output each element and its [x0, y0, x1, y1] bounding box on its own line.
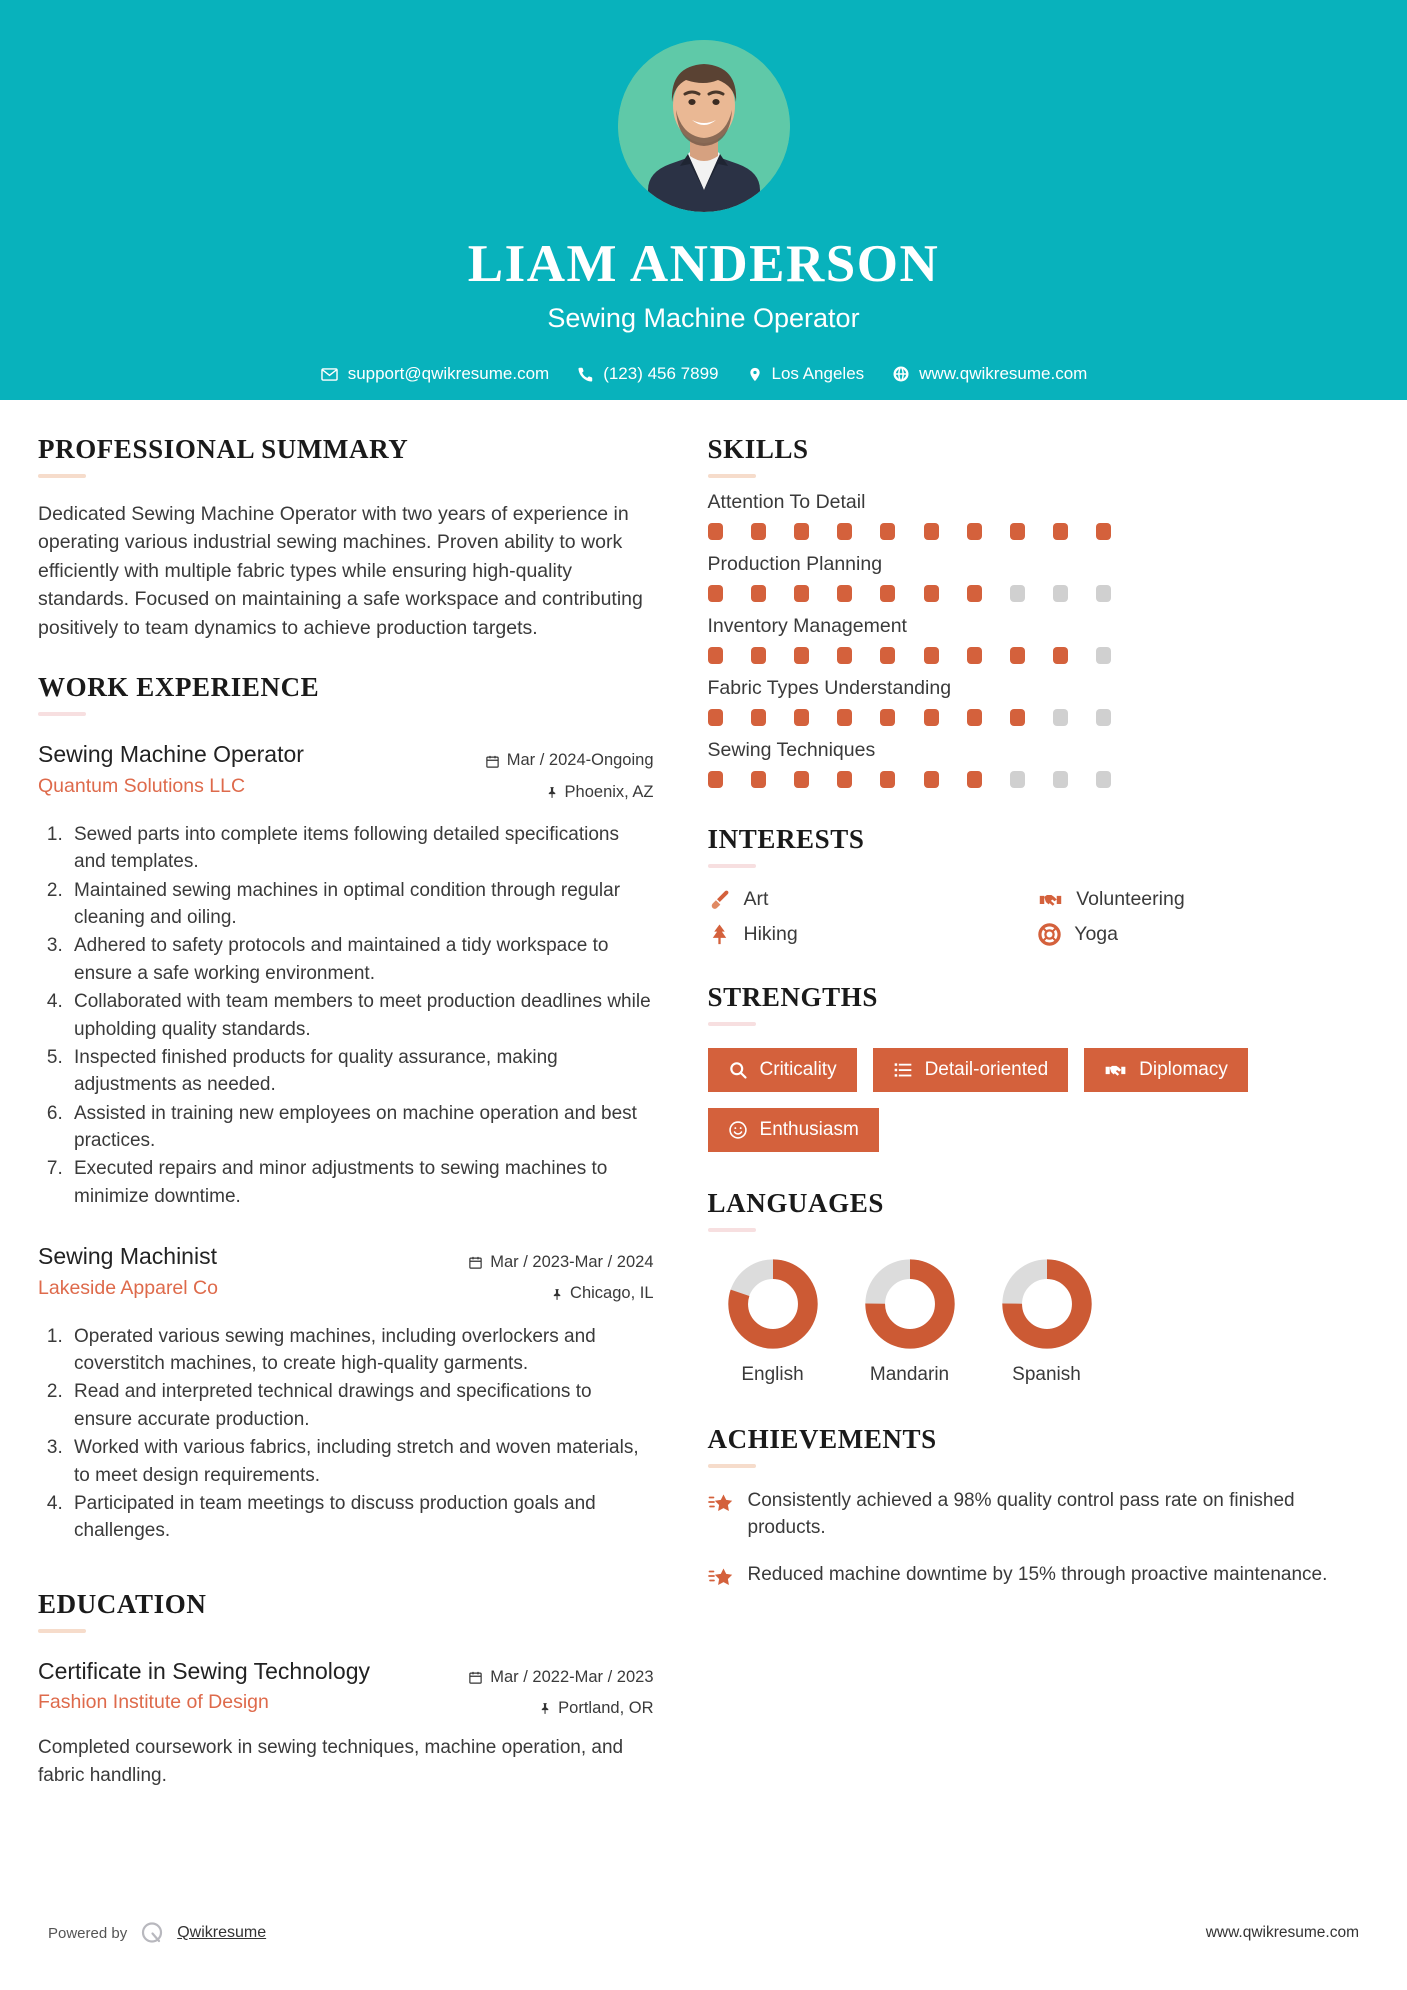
summary-text: Dedicated Sewing Machine Operator with two years of experience in operating various industrial sewing machines. Proven ability to work efficiently with multiple fabric types while ensuring high-quality standards. Focused on maintaining a safe workspace and contributing positively to team dynamics to achieve production targets. — [38, 503, 643, 639]
work-entry — [38, 1242, 654, 1545]
strength-label: Criticality — [759, 1059, 837, 1080]
calendar-icon — [468, 1670, 483, 1685]
strength-chip-criticality[interactable] — [708, 1048, 857, 1092]
skill-dot-empty — [1053, 585, 1068, 602]
skill-dot-filled — [1053, 647, 1068, 664]
achievement-text: Consistently achieved a 98% quality control pass rate on finished products. — [747, 1490, 1295, 1538]
contact-location-label: Los Angeles — [771, 364, 865, 383]
contact-email-label: support@qwikresume.com — [347, 364, 550, 383]
skill-item — [708, 491, 1369, 540]
section-achievements — [708, 1424, 1369, 1591]
mail-icon — [320, 365, 339, 384]
skill-dot-filled — [967, 709, 982, 726]
strength-label: Detail-oriented — [924, 1059, 1049, 1080]
job-bullet: 3. Adhered to safety protocols and maintained a tidy workspace to ensure a safe working environment. — [68, 932, 654, 987]
languages-list — [708, 1258, 1112, 1386]
section-work-experience — [38, 672, 654, 1544]
language-label: Mandarin — [869, 1364, 950, 1385]
skill-label: Inventory Management — [707, 615, 907, 637]
user-photo-icon — [618, 40, 790, 212]
section-rule — [38, 474, 86, 478]
skill-dot-filled — [880, 771, 895, 788]
candidate-job-title: Sewing Machine Operator — [547, 303, 860, 333]
contact-phone-label: (123) 456 7899 — [603, 364, 719, 383]
job-bullet: 2. Maintained sewing machines in optimal condition through regular cleaning and oiling. — [68, 877, 654, 932]
tree-icon — [708, 923, 731, 946]
strengths-list — [708, 1048, 1369, 1152]
star-burst-icon — [708, 1491, 734, 1517]
handshake-icon — [1038, 888, 1063, 911]
job-location: Chicago, IL — [570, 1284, 654, 1303]
smiley-icon — [728, 1120, 748, 1140]
resume-body — [0, 434, 1407, 1789]
skill-dot-filled — [1010, 523, 1025, 540]
skill-rating — [708, 709, 1112, 726]
skill-item — [708, 553, 1369, 602]
achievement-item — [708, 1488, 1369, 1542]
skill-dot-empty — [1096, 585, 1111, 602]
skill-dot-filled — [794, 523, 809, 540]
skill-dot-filled — [837, 709, 852, 726]
interest-label: Art — [743, 888, 769, 910]
skill-dot-filled — [708, 585, 723, 602]
contact-email[interactable] — [306, 364, 564, 384]
footer-powered-by: Powered by — [48, 1924, 128, 1942]
section-education — [38, 1589, 654, 1789]
q-logo-icon — [139, 1920, 165, 1946]
skill-dot-filled — [924, 585, 939, 602]
language-item — [845, 1258, 975, 1386]
strength-chip-diplomacy[interactable] — [1084, 1048, 1248, 1092]
section-interests — [708, 824, 1369, 946]
language-item — [708, 1258, 838, 1386]
skill-dot-empty — [1096, 771, 1111, 788]
skill-dot-filled — [1096, 523, 1111, 540]
job-bullet: 1. Sewed parts into complete items following detailed specifications and templates. — [68, 821, 654, 876]
skill-label: Production Planning — [707, 553, 883, 575]
skill-dot-filled — [1010, 709, 1025, 726]
section-rule — [708, 1022, 756, 1026]
right-column — [676, 434, 1369, 1789]
skill-dot-filled — [751, 585, 766, 602]
job-bullet: 7. Executed repairs and minor adjustments to sewing machines to minimize downtime. — [68, 1155, 654, 1210]
education-location: Portland, OR — [558, 1698, 654, 1717]
contact-location[interactable] — [733, 364, 879, 384]
pin-icon — [747, 365, 763, 384]
achievement-item — [708, 1562, 1369, 1591]
lifebuoy-icon — [1038, 923, 1061, 946]
job-bullet: 1. Operated various sewing machines, including overlockers and coverstitch machines, to create high-quality garments. — [68, 1323, 654, 1378]
job-role: Sewing Machine Operator — [38, 741, 304, 768]
search-icon — [728, 1060, 748, 1080]
skill-item — [708, 739, 1369, 788]
skill-dot-filled — [880, 709, 895, 726]
section-rule — [708, 1228, 756, 1232]
skill-dot-filled — [924, 709, 939, 726]
job-location-line — [454, 1278, 654, 1309]
interest-item — [1038, 888, 1369, 911]
job-location: Phoenix, AZ — [564, 782, 654, 801]
section-professional-summary — [38, 434, 654, 642]
skill-dot-filled — [1053, 523, 1068, 540]
skill-dot-filled — [837, 585, 852, 602]
skill-dot-filled — [708, 771, 723, 788]
avatar — [618, 40, 790, 212]
strength-label: Enthusiasm — [759, 1119, 859, 1140]
footer-website[interactable]: www.qwikresume.com — [1205, 1924, 1359, 1941]
skill-dot-filled — [751, 647, 766, 664]
education-degree: Certificate in Sewing Technology — [38, 1657, 370, 1684]
contact-row — [306, 364, 1102, 384]
job-bullet: 4. Participated in team meetings to discuss production goals and challenges. — [68, 1490, 654, 1545]
skill-dot-filled — [708, 709, 723, 726]
skill-dot-filled — [751, 523, 766, 540]
strength-chip-enthusiasm[interactable] — [708, 1108, 879, 1152]
job-company: Quantum Solutions LLC — [38, 775, 246, 798]
section-title-strengths: STRENGTHS — [707, 982, 878, 1012]
section-title-skills: SKILLS — [707, 434, 809, 464]
language-item — [982, 1258, 1112, 1386]
skill-rating — [708, 523, 1112, 540]
language-donut-chart — [1001, 1258, 1093, 1350]
section-title-summary: PROFESSIONAL SUMMARY — [38, 434, 409, 464]
interest-label: Volunteering — [1076, 888, 1185, 910]
job-bullet: 5. Inspected finished products for quality assurance, making adjustments as needed. — [68, 1044, 654, 1099]
interest-item — [708, 888, 1039, 911]
skill-dot-empty — [1096, 647, 1111, 664]
section-rule — [38, 712, 86, 716]
job-bullet: 2. Read and interpreted technical drawings and specifications to ensure accurate production. — [68, 1378, 654, 1433]
contact-website-label: www.qwikresume.com — [919, 364, 1088, 383]
skill-dot-filled — [708, 647, 723, 664]
skill-dot-filled — [880, 585, 895, 602]
skill-dot-empty — [1096, 709, 1111, 726]
skill-dot-filled — [924, 523, 939, 540]
language-donut-chart — [864, 1258, 956, 1350]
skill-dot-empty — [1010, 771, 1025, 788]
section-skills — [708, 434, 1369, 788]
calendar-icon — [468, 1255, 483, 1270]
skill-dot-filled — [880, 647, 895, 664]
footer-brand[interactable]: Qwikresume — [177, 1924, 267, 1941]
job-dates-line — [454, 1247, 654, 1278]
contact-phone[interactable] — [563, 364, 732, 384]
pushpin-icon — [550, 1287, 563, 1302]
globe-icon — [892, 365, 910, 383]
list-icon — [893, 1060, 913, 1080]
section-strengths — [708, 982, 1369, 1152]
job-role: Sewing Machinist — [38, 1243, 217, 1270]
section-title-work: WORK EXPERIENCE — [38, 672, 320, 703]
skill-dot-filled — [837, 523, 852, 540]
interest-label: Hiking — [743, 923, 798, 945]
candidate-name: LIAM ANDERSON — [467, 235, 940, 293]
footer-left — [48, 1920, 266, 1946]
skill-dot-empty — [1053, 771, 1068, 788]
section-title-languages: LANGUAGES — [707, 1188, 884, 1218]
achievement-text: Reduced machine downtime by 15% through proactive maintenance. — [747, 1563, 1328, 1585]
skill-dot-filled — [1010, 647, 1025, 664]
work-entry — [38, 740, 654, 1210]
skill-dot-filled — [794, 585, 809, 602]
job-bullets — [68, 1323, 654, 1545]
skill-rating — [708, 771, 1112, 788]
skill-dot-filled — [751, 709, 766, 726]
skill-dot-filled — [967, 647, 982, 664]
section-rule — [708, 474, 756, 478]
handshake-icon — [1104, 1060, 1127, 1080]
skill-item — [708, 677, 1369, 726]
skill-dot-filled — [708, 523, 723, 540]
star-burst-icon — [708, 1565, 734, 1591]
education-description: Completed coursework in sewing techniques, machine operation, and fabric handling. — [38, 1737, 624, 1786]
job-bullet: 4. Collaborated with team members to meet production deadlines while upholding quality standards. — [68, 988, 654, 1043]
interests-grid — [708, 888, 1369, 946]
language-label: Spanish — [1012, 1364, 1081, 1385]
strength-label: Diplomacy — [1139, 1059, 1228, 1080]
job-location-line — [454, 777, 654, 808]
job-dates: Mar / 2024-Ongoing — [506, 751, 654, 770]
section-title-achievements: ACHIEVEMENTS — [707, 1424, 937, 1454]
skill-dot-filled — [837, 771, 852, 788]
skill-dot-filled — [794, 709, 809, 726]
section-rule — [38, 1629, 86, 1633]
left-column — [38, 434, 676, 1789]
job-bullets — [68, 821, 654, 1210]
job-dates: Mar / 2023-Mar / 2024 — [490, 1253, 654, 1272]
pushpin-icon — [538, 1701, 551, 1716]
job-company: Lakeside Apparel Co — [38, 1276, 218, 1299]
interest-item — [708, 923, 1039, 946]
skill-dot-filled — [924, 647, 939, 664]
education-location-line — [454, 1693, 654, 1724]
calendar-icon — [485, 754, 500, 769]
skill-label: Fabric Types Understanding — [707, 677, 952, 699]
contact-website[interactable] — [878, 364, 1101, 384]
section-title-interests: INTERESTS — [707, 824, 865, 854]
skill-dot-filled — [967, 523, 982, 540]
skill-dot-empty — [1053, 709, 1068, 726]
skill-dot-filled — [751, 771, 766, 788]
section-languages — [708, 1188, 1369, 1386]
education-dates: Mar / 2022-Mar / 2023 — [490, 1667, 654, 1686]
skill-dot-filled — [967, 585, 982, 602]
skill-dot-empty — [1010, 585, 1025, 602]
skill-rating — [708, 585, 1112, 602]
language-label: English — [741, 1364, 804, 1385]
resume-header — [0, 0, 1407, 400]
job-dates-line — [454, 745, 654, 776]
skill-dot-filled — [924, 771, 939, 788]
skill-dot-filled — [880, 523, 895, 540]
education-dates-line — [454, 1662, 654, 1693]
phone-icon — [577, 366, 594, 383]
skill-dot-filled — [967, 771, 982, 788]
strength-chip-detail-oriented[interactable] — [873, 1048, 1069, 1092]
skill-dot-filled — [837, 647, 852, 664]
job-bullet: 6. Assisted in training new employees on machine operation and best practices. — [68, 1100, 654, 1155]
skill-dot-filled — [794, 771, 809, 788]
skill-rating — [708, 647, 1112, 664]
section-rule — [708, 864, 756, 868]
interest-item — [1038, 923, 1369, 946]
job-bullet: 3. Worked with various fabrics, including stretch and woven materials, to meet design requirements. — [68, 1434, 654, 1489]
skill-label: Attention To Detail — [707, 491, 866, 513]
paintbrush-icon — [708, 888, 731, 911]
skill-dot-filled — [794, 647, 809, 664]
education-entry — [38, 1657, 654, 1789]
interest-label: Yoga — [1074, 923, 1119, 945]
page-footer — [0, 1920, 1407, 1946]
education-school: Fashion Institute of Design — [38, 1691, 269, 1714]
language-donut-chart — [727, 1258, 819, 1350]
pushpin-icon — [545, 785, 558, 800]
skill-label: Sewing Techniques — [707, 739, 876, 761]
section-title-education: EDUCATION — [38, 1588, 207, 1619]
section-rule — [708, 1464, 756, 1468]
skill-item — [708, 615, 1369, 664]
